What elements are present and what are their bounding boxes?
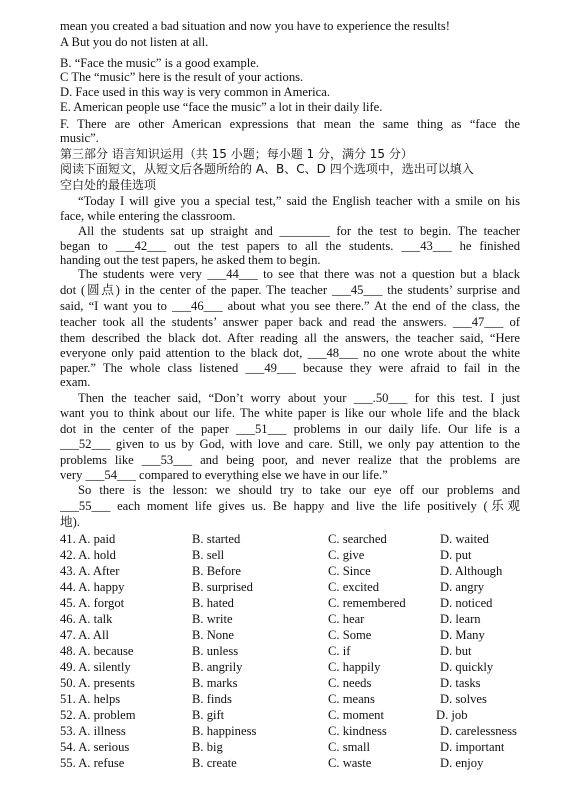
question-53-option-c[interactable]: C. kindness <box>328 724 387 738</box>
question-52-option-b[interactable]: B. gift <box>192 708 225 722</box>
question-45-option-b[interactable]: B. hated <box>192 596 234 610</box>
question-50-option-a[interactable]: 50. A. presents <box>60 676 135 690</box>
question-50-option-b[interactable]: B. marks <box>192 676 238 690</box>
passage-line: want you to think about our life. The white paper is like our whole life and the black <box>60 406 520 420</box>
question-52-option-d[interactable]: D. job <box>436 708 468 722</box>
passage-line: “Today I will give you a special test,” said the English teacher with a smile on his <box>78 194 520 208</box>
question-55-option-b[interactable]: B. create <box>192 756 237 770</box>
prev-option-a: A But you do not listen at all. <box>60 35 209 49</box>
passage-line: face, while entering the classroom. <box>60 209 236 223</box>
question-43-option-d[interactable]: D. Although <box>440 564 503 578</box>
question-51-option-c[interactable]: C. means <box>328 692 375 706</box>
passage-line: dot (圆点) in the center of the paper. The teacher ___45___ the students’ surprise and <box>60 283 520 297</box>
question-43-option-b[interactable]: B. Before <box>192 564 241 578</box>
question-43-option-a[interactable]: 43. A. After <box>60 564 120 578</box>
question-55-option-a[interactable]: 55. A. refuse <box>60 756 125 770</box>
question-45-option-a[interactable]: 45. A. forgot <box>60 596 125 610</box>
question-54-option-c[interactable]: C. small <box>328 740 370 754</box>
question-49-option-b[interactable]: B. angrily <box>192 660 243 674</box>
question-52-option-a[interactable]: 52. A. problem <box>60 708 136 722</box>
passage-line: The students were very ___44___ to see that there was not a question but a black <box>78 267 520 281</box>
question-51-option-d[interactable]: D. solves <box>440 692 487 706</box>
prev-option-line: mean you created a bad situation and now you have to experience the results! <box>60 19 450 33</box>
passage-line: began to ___42___ out the test papers to all the students. ___43___ he finished <box>60 239 520 253</box>
question-54-option-b[interactable]: B. big <box>192 740 223 754</box>
question-42-option-d[interactable]: D. put <box>440 548 472 562</box>
question-54-option-a[interactable]: 54. A. serious <box>60 740 130 754</box>
question-41-option-d[interactable]: D. waited <box>440 532 489 546</box>
question-48-option-a[interactable]: 48. A. because <box>60 644 134 658</box>
passage-line: said, “I want you to ___46___ about what you see there.” At the end of the class, the <box>60 299 520 313</box>
question-50-option-c[interactable]: C. needs <box>328 676 372 690</box>
passage-line: teacher took all the students’ answer paper back and read the answers. ___47___ of <box>60 315 520 329</box>
question-45-option-c[interactable]: C. remembered <box>328 596 406 610</box>
question-55-option-c[interactable]: C. waste <box>328 756 372 770</box>
passage-line: them described the black dot. After reading all the answers, the teacher said, “Here <box>60 331 520 345</box>
question-46-option-d[interactable]: D. learn <box>440 612 481 626</box>
question-41-option-c[interactable]: C. searched <box>328 532 387 546</box>
question-44-option-d[interactable]: D. angry <box>440 580 485 594</box>
passage-line: ___55___ each moment life gives us. Be happy and live the life positively (乐观 <box>60 499 520 513</box>
passage-line: ___52___ given to us by God, with love and care. Still, we only pay attention to the <box>60 437 520 451</box>
question-49-option-a[interactable]: 49. A. silently <box>60 660 131 674</box>
question-51-option-a[interactable]: 51. A. helps <box>60 692 121 706</box>
section-heading: 第三部分 语言知识运用（共 15 小题；每小题 1 分，满分 15 分） <box>60 147 413 161</box>
section-instruction: 阅读下面短文，从短文后各题所给的 A、B、C、D 四个选项中，选出可以填入 <box>60 162 474 176</box>
question-49-option-d[interactable]: D. quickly <box>440 660 494 674</box>
question-44-option-b[interactable]: B. surprised <box>192 580 253 594</box>
prev-option-d: D. Face used in this way is very common in America. <box>60 85 331 99</box>
passage-line: very ___54___ compared to everything else we have in our life.” <box>60 468 388 482</box>
question-53-option-a[interactable]: 53. A. illness <box>60 724 126 738</box>
prev-option-f: F. There are other American expressions that mean the same thing as “face the <box>60 117 520 131</box>
passage-line: Then the teacher said, “Don’t worry about your ___.50___ for this test. I just <box>78 391 520 405</box>
question-48-option-b[interactable]: B. unless <box>192 644 239 658</box>
passage-line: So there is the lesson: we should try to take our eye off our problems and <box>78 483 520 497</box>
question-47-option-d[interactable]: D. Many <box>440 628 485 642</box>
question-41-option-b[interactable]: B. started <box>192 532 241 546</box>
question-50-option-d[interactable]: D. tasks <box>440 676 481 690</box>
question-46-option-b[interactable]: B. write <box>192 612 233 626</box>
question-44-option-c[interactable]: C. excited <box>328 580 380 594</box>
question-42-option-a[interactable]: 42. A. hold <box>60 548 116 562</box>
prev-option-c: C The “music” here is the result of your actions. <box>60 70 304 84</box>
question-42-option-c[interactable]: C. give <box>328 548 365 562</box>
question-41-option-a[interactable]: 41. A. paid <box>60 532 116 546</box>
question-44-option-a[interactable]: 44. A. happy <box>60 580 125 594</box>
question-48-option-c[interactable]: C. if <box>328 644 351 658</box>
question-52-option-c[interactable]: C. moment <box>328 708 384 722</box>
passage-line: everyone only paid attention to the black dot, ___48___ no one wrote about the white <box>60 346 520 360</box>
passage-line: paper.” The whole class listened ___49___ because they were afraid to fail in the <box>60 361 520 375</box>
question-55-option-d[interactable]: D. enjoy <box>440 756 484 770</box>
passage-line: exam. <box>60 375 91 389</box>
passage-line: 地). <box>60 515 80 529</box>
question-53-option-d[interactable]: D. carelessness <box>440 724 517 738</box>
prev-option-e: E. American people use “face the music” a lot in their daily life. <box>60 100 383 114</box>
question-46-option-a[interactable]: 46. A. talk <box>60 612 113 626</box>
question-46-option-c[interactable]: C. hear <box>328 612 365 626</box>
question-47-option-b[interactable]: B. None <box>192 628 234 642</box>
question-47-option-a[interactable]: 47. A. All <box>60 628 109 642</box>
question-51-option-b[interactable]: B. finds <box>192 692 232 706</box>
question-48-option-d[interactable]: D. but <box>440 644 472 658</box>
passage-line: problems like ___53___ and being poor, and never realize that the problems are <box>60 453 520 467</box>
question-53-option-b[interactable]: B. happiness <box>192 724 257 738</box>
question-49-option-c[interactable]: C. happily <box>328 660 381 674</box>
question-47-option-c[interactable]: C. Some <box>328 628 372 642</box>
prev-option-b: B. “Face the music” is a good example. <box>60 56 259 70</box>
question-42-option-b[interactable]: B. sell <box>192 548 225 562</box>
passage-line: All the students sat up straight and ________ for the test to begin. The teacher <box>78 224 520 238</box>
passage-line: handing out the test papers, he asked them to begin. <box>60 253 321 267</box>
prev-option-f-end: music”. <box>60 131 99 145</box>
question-43-option-c[interactable]: C. Since <box>328 564 371 578</box>
question-54-option-d[interactable]: D. important <box>440 740 505 754</box>
section-instruction-cont: 空白处的最佳选项 <box>60 178 157 192</box>
question-45-option-d[interactable]: D. noticed <box>440 596 493 610</box>
passage-line: dot in the center of the paper ___51___ problems in our daily life. Our life is a <box>60 422 520 436</box>
